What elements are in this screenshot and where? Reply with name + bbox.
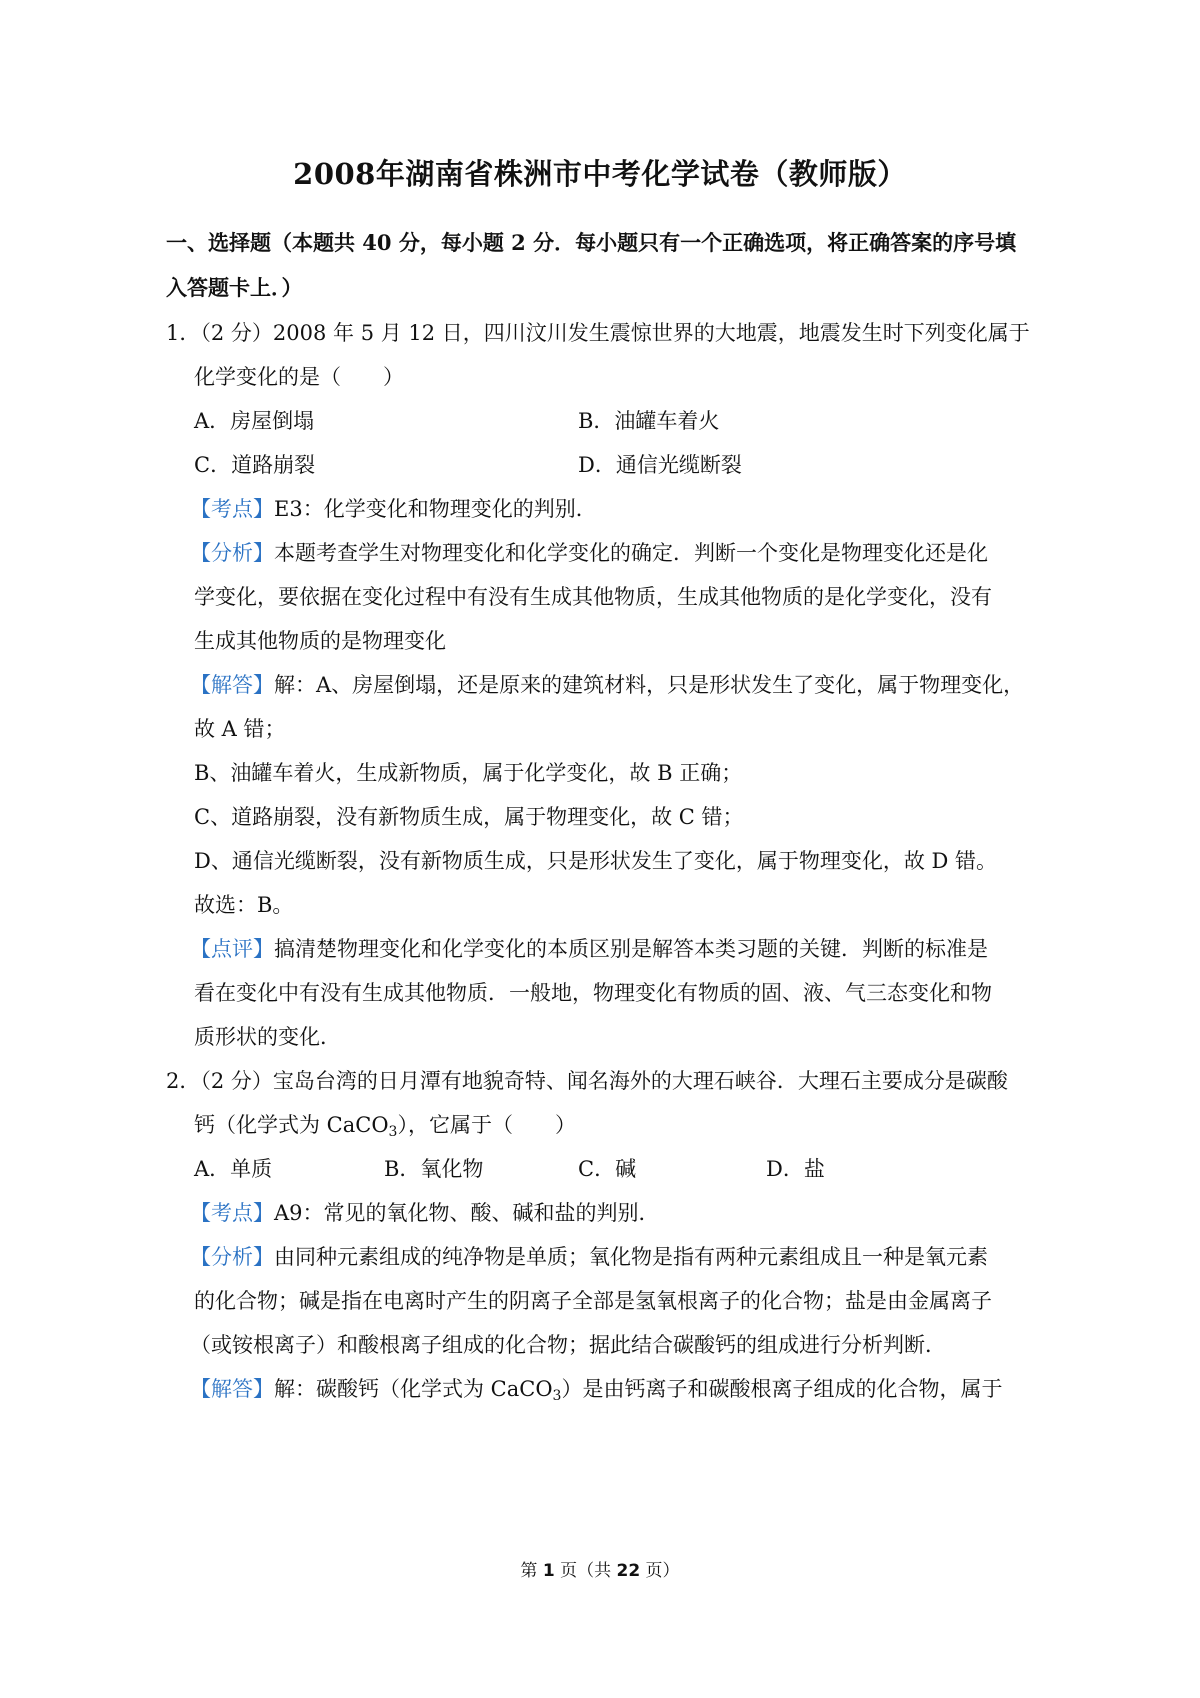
q1-option-b: B．油罐车着火: [578, 409, 720, 433]
page-number: 1: [542, 1561, 555, 1581]
q1-option-d: D．通信光缆断裂: [578, 453, 742, 477]
q2-fenxi-line-1: [190, 1242, 988, 1272]
q2-stem-text-end: ），它属于（ ）: [397, 1113, 576, 1137]
q1-stem-line-1: 1．（2 分）2008 年 5 月 12 日，四川汶川发生震惊世界的大地震，地震发生时下列变化属于: [166, 321, 1030, 345]
q2-jieda-line-1: [190, 1374, 1002, 1404]
fenxi-text: 本题考查学生对物理变化和化学变化的确定．判断一个变化是物理变化还是化: [274, 541, 988, 565]
q1-jieda-line-6: 故选：B。: [194, 893, 294, 917]
section-heading-line-1: 一、选择题（本题共 40 分，每小题 2 分．每小题只有一个正确选项，将正确答案的序号填: [166, 230, 1017, 255]
page-footer: [0, 1556, 1200, 1581]
jieda-text: 解：碳酸钙（化学式为 CaCO: [274, 1377, 553, 1401]
document-title: 2008年湖南省株洲市中考化学试卷（教师版）: [293, 157, 907, 191]
q1-dianping-line-3: 质形状的变化．: [194, 1025, 341, 1049]
q2-fenxi-line-2: 的化合物；碱是指在电离时产生的阴离子全部是氢氧根离子的化合物；盐是由金属离子: [194, 1289, 992, 1313]
q2-fenxi-line-3: （或铵根离子）和酸根离子组成的化合物；据此结合碳酸钙的组成进行分析判断．: [190, 1333, 946, 1357]
jieda-subscript: 3: [552, 1388, 562, 1404]
q1-kaodian: [190, 494, 597, 524]
kaodian-text: A9：常见的氧化物、酸、碱和盐的判别．: [274, 1201, 660, 1225]
kaodian-tag: 【考点】: [190, 497, 274, 521]
q1-jieda-line-2: 故 A 错；: [194, 717, 286, 741]
q1-fenxi-line-1: [190, 538, 988, 568]
fenxi-tag: 【分析】: [190, 1245, 274, 1269]
total-pages: 22: [616, 1561, 641, 1581]
q2-stem-subscript: 3: [388, 1124, 398, 1140]
q1-jieda-line-4: C、道路崩裂，没有新物质生成，属于物理变化，故 C 错；: [194, 805, 744, 829]
dianping-text: 搞清楚物理变化和化学变化的本质区别是解答本类习题的关键．判断的标准是: [274, 937, 988, 961]
q1-jieda-line-1: [190, 670, 1024, 700]
fenxi-text: 由同种元素组成的纯净物是单质；氧化物是指有两种元素组成且一种是氧元素: [274, 1245, 988, 1269]
q2-stem-text: 钙（化学式为 CaCO: [194, 1113, 389, 1137]
q2-stem-line-2: [194, 1110, 576, 1140]
footer-middle: 页（共: [554, 1561, 617, 1581]
jieda-tag: 【解答】: [190, 673, 274, 697]
q2-option-c: C．碱: [578, 1157, 637, 1181]
q2-stem-line-1: 2．（2 分）宝岛台湾的日月潭有地貌奇特、闻名海外的大理石峡谷．大理石主要成分是碳酸: [166, 1069, 1008, 1093]
q1-fenxi-line-3: 生成其他物质的是物理变化: [194, 629, 446, 653]
footer-suffix: 页）: [640, 1561, 680, 1581]
dianping-tag: 【点评】: [190, 937, 274, 961]
jieda-text: 解：A、房屋倒塌，还是原来的建筑材料，只是形状发生了变化，属于物理变化，: [274, 673, 1025, 697]
fenxi-tag: 【分析】: [190, 541, 274, 565]
q2-kaodian: [190, 1198, 660, 1228]
q2-option-b: B．氧化物: [384, 1157, 484, 1181]
q2-option-a: A．单质: [194, 1157, 273, 1181]
q1-dianping-line-1: [190, 934, 988, 964]
q1-fenxi-line-2: 学变化，要依据在变化过程中有没有生成其他物质，生成其他物质的是化学变化，没有: [194, 585, 992, 609]
q1-jieda-line-3: B、油罐车着火，生成新物质，属于化学变化，故 B 正确；: [194, 761, 743, 785]
jieda-text-end: ）是由钙离子和碳酸根离子组成的化合物，属于: [561, 1377, 1003, 1401]
kaodian-text: E3：化学变化和物理变化的判别．: [274, 497, 597, 521]
kaodian-tag: 【考点】: [190, 1201, 274, 1225]
q2-option-d: D．盐: [766, 1157, 825, 1181]
q1-stem-line-2: 化学变化的是（ ）: [194, 365, 404, 389]
q1-dianping-line-2: 看在变化中有没有生成其他物质．一般地，物理变化有物质的固、液、气三态变化和物: [194, 981, 992, 1005]
footer-prefix: 第: [520, 1561, 543, 1581]
q1-jieda-line-5: D、通信光缆断裂，没有新物质生成，只是形状发生了变化，属于物理变化，故 D 错。: [194, 849, 998, 873]
section-heading-line-2: 入答题卡上．）: [166, 275, 303, 300]
q1-option-a: A．房屋倒塌: [194, 409, 315, 433]
q1-option-c: C．道路崩裂: [194, 453, 316, 477]
jieda-tag: 【解答】: [190, 1377, 274, 1401]
